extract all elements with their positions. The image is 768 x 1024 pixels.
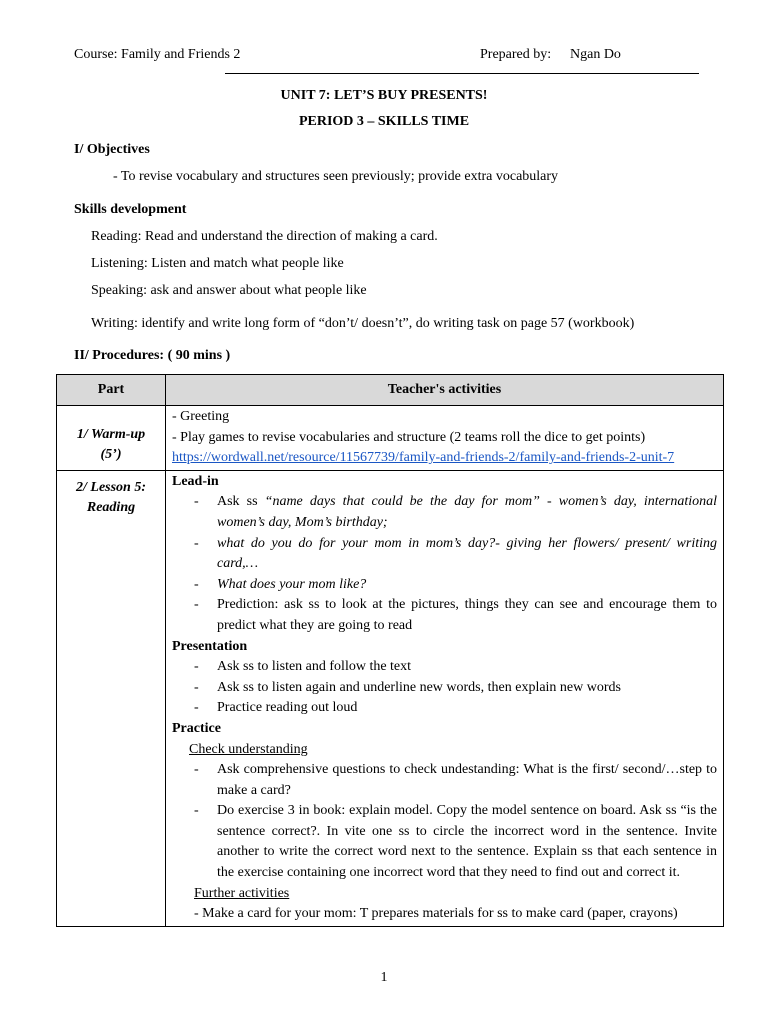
check-1: Ask comprehensive questions to check undestanding: What is the first/ second/…step to make a card? [217,762,717,798]
table-row [57,406,724,471]
further-1: - Make a card for your mom: T prepares materials for ss to make card (paper, crayons) [194,906,678,922]
procedures-heading: II/ Procedures: ( 90 mins ) [74,348,231,363]
practice-heading: Practice [172,720,221,736]
objectives-heading: I/ Objectives [74,142,150,157]
further-activities-heading: Further activities [194,885,290,901]
check-2: Do exercise 3 in book: explain model. Copy the model sentence on board. Ask ss “is the sentence correct?. In vite one ss to circle the incorrect word in the sentence. Invite another to write the correct word next to the sentence. Explain ss that each sentence in the exercise containing one incorrect word that they need to find out and correct it. [217,803,717,881]
leadin-1-prefix: Ask ss [217,494,265,510]
leadin-3: What does your mom like? [217,576,367,592]
course-label: Course: Family and Friends 2 [74,47,241,62]
header-rule [225,73,699,74]
part-lesson5-line2: Reading [86,499,136,515]
activities-cell-lesson5 [166,470,724,926]
leadin-2: what do you do for your mom in mom’s day?- giving her flowers/ present/ writing card,… [217,535,717,572]
leadin-1-italic: “name days that could be the day for mom” - women’s day, international women’s day, Mom’s birthday; [217,494,717,530]
prepared-by-name: Ngan Do [570,47,621,62]
table-row [57,470,724,926]
check-understanding-heading: Check understanding [189,741,308,757]
warmup-games: - Play games to revise vocabularies and structure (2 teams roll the dice to get points) [172,429,646,445]
list-item: - Ask ss to listen again and underline new words, then explain new words [194,679,621,695]
presentation-heading: Presentation [172,638,248,654]
skill-writing: Writing: identify and write long form of “don’t/ doesn’t”, do writing task on page 57 (workbook) [91,316,635,331]
leadin-4: Prediction: ask ss to look at the pictures, things they can see and encourage them to predict what they are going to read [217,597,717,633]
pres-2: Ask ss to listen again and underline new words, then explain new words [217,679,621,695]
part-warmup-line2: (5’) [100,447,122,462]
skill-listening: Listening: Listen and match what people like [91,256,344,271]
part-warmup-line1: 1/ Warm-up [76,427,146,442]
list-item: - Ask ss to listen and follow the text [194,659,412,675]
part-lesson5-line1: 2/ Lesson 5: [76,479,146,495]
warmup-greeting: - Greeting [172,409,230,424]
list-item: - Ask ss “name days that could be the day for mom” - women’s day, international women’s day, Mom’s birthday; [194,494,717,530]
list-item: - What does your mom like? [194,576,367,592]
list-item: - Do exercise 3 in book: explain model. Copy the model sentence on board. Ask ss “is the sentence correct?. In vite one ss to circle the incorrect word in the sentence. Invite another to write the correct word next to the sentence. Explain ss that each sentence in the exercise containing one incorrect word that they need to find out and correct it. [194,803,717,881]
skill-speaking: Speaking: ask and answer about what people like [91,283,367,298]
list-item: - what do you do for your mom in mom’s day?- giving her flowers/ present/ writing card,… [194,535,717,572]
list-item: - Prediction: ask ss to look at the pictures, things they can see and encourage them to predict what they are going to read [194,597,717,633]
prepared-by-label: Prepared by: [480,47,552,62]
pres-3: Practice reading out loud [217,700,358,716]
leadin-heading: Lead-in [172,473,219,489]
table-header-row [57,375,724,406]
wordwall-link[interactable]: https://wordwall.net/resource/11567739/family-and-friends-2/family-and-friends-2-unit-7 [172,450,675,466]
procedures-table [56,374,724,927]
period-title: PERIOD 3 – SKILLS TIME [298,114,470,129]
skill-reading: Reading: Read and understand the direction of making a card. [91,229,438,244]
part-cell-lesson5 [57,470,166,926]
unit-title: UNIT 7: LET’S BUY PRESENTS! [280,88,488,103]
col-header-activities: Teacher's activities [166,375,724,406]
col-header-part: Part [57,375,166,406]
pres-1: Ask ss to listen and follow the text [217,659,412,675]
page-number: 1 [380,970,388,985]
activities-cell-warmup [166,406,724,471]
list-item: - Practice reading out loud [194,700,358,716]
objectives-item: - To revise vocabulary and structures seen previously; provide extra vocabulary [113,169,559,184]
list-item: - Ask comprehensive questions to check undestanding: What is the first/ second/…step to make a card? [194,762,717,798]
skills-heading: Skills development [74,202,187,217]
part-cell-warmup [57,406,166,471]
